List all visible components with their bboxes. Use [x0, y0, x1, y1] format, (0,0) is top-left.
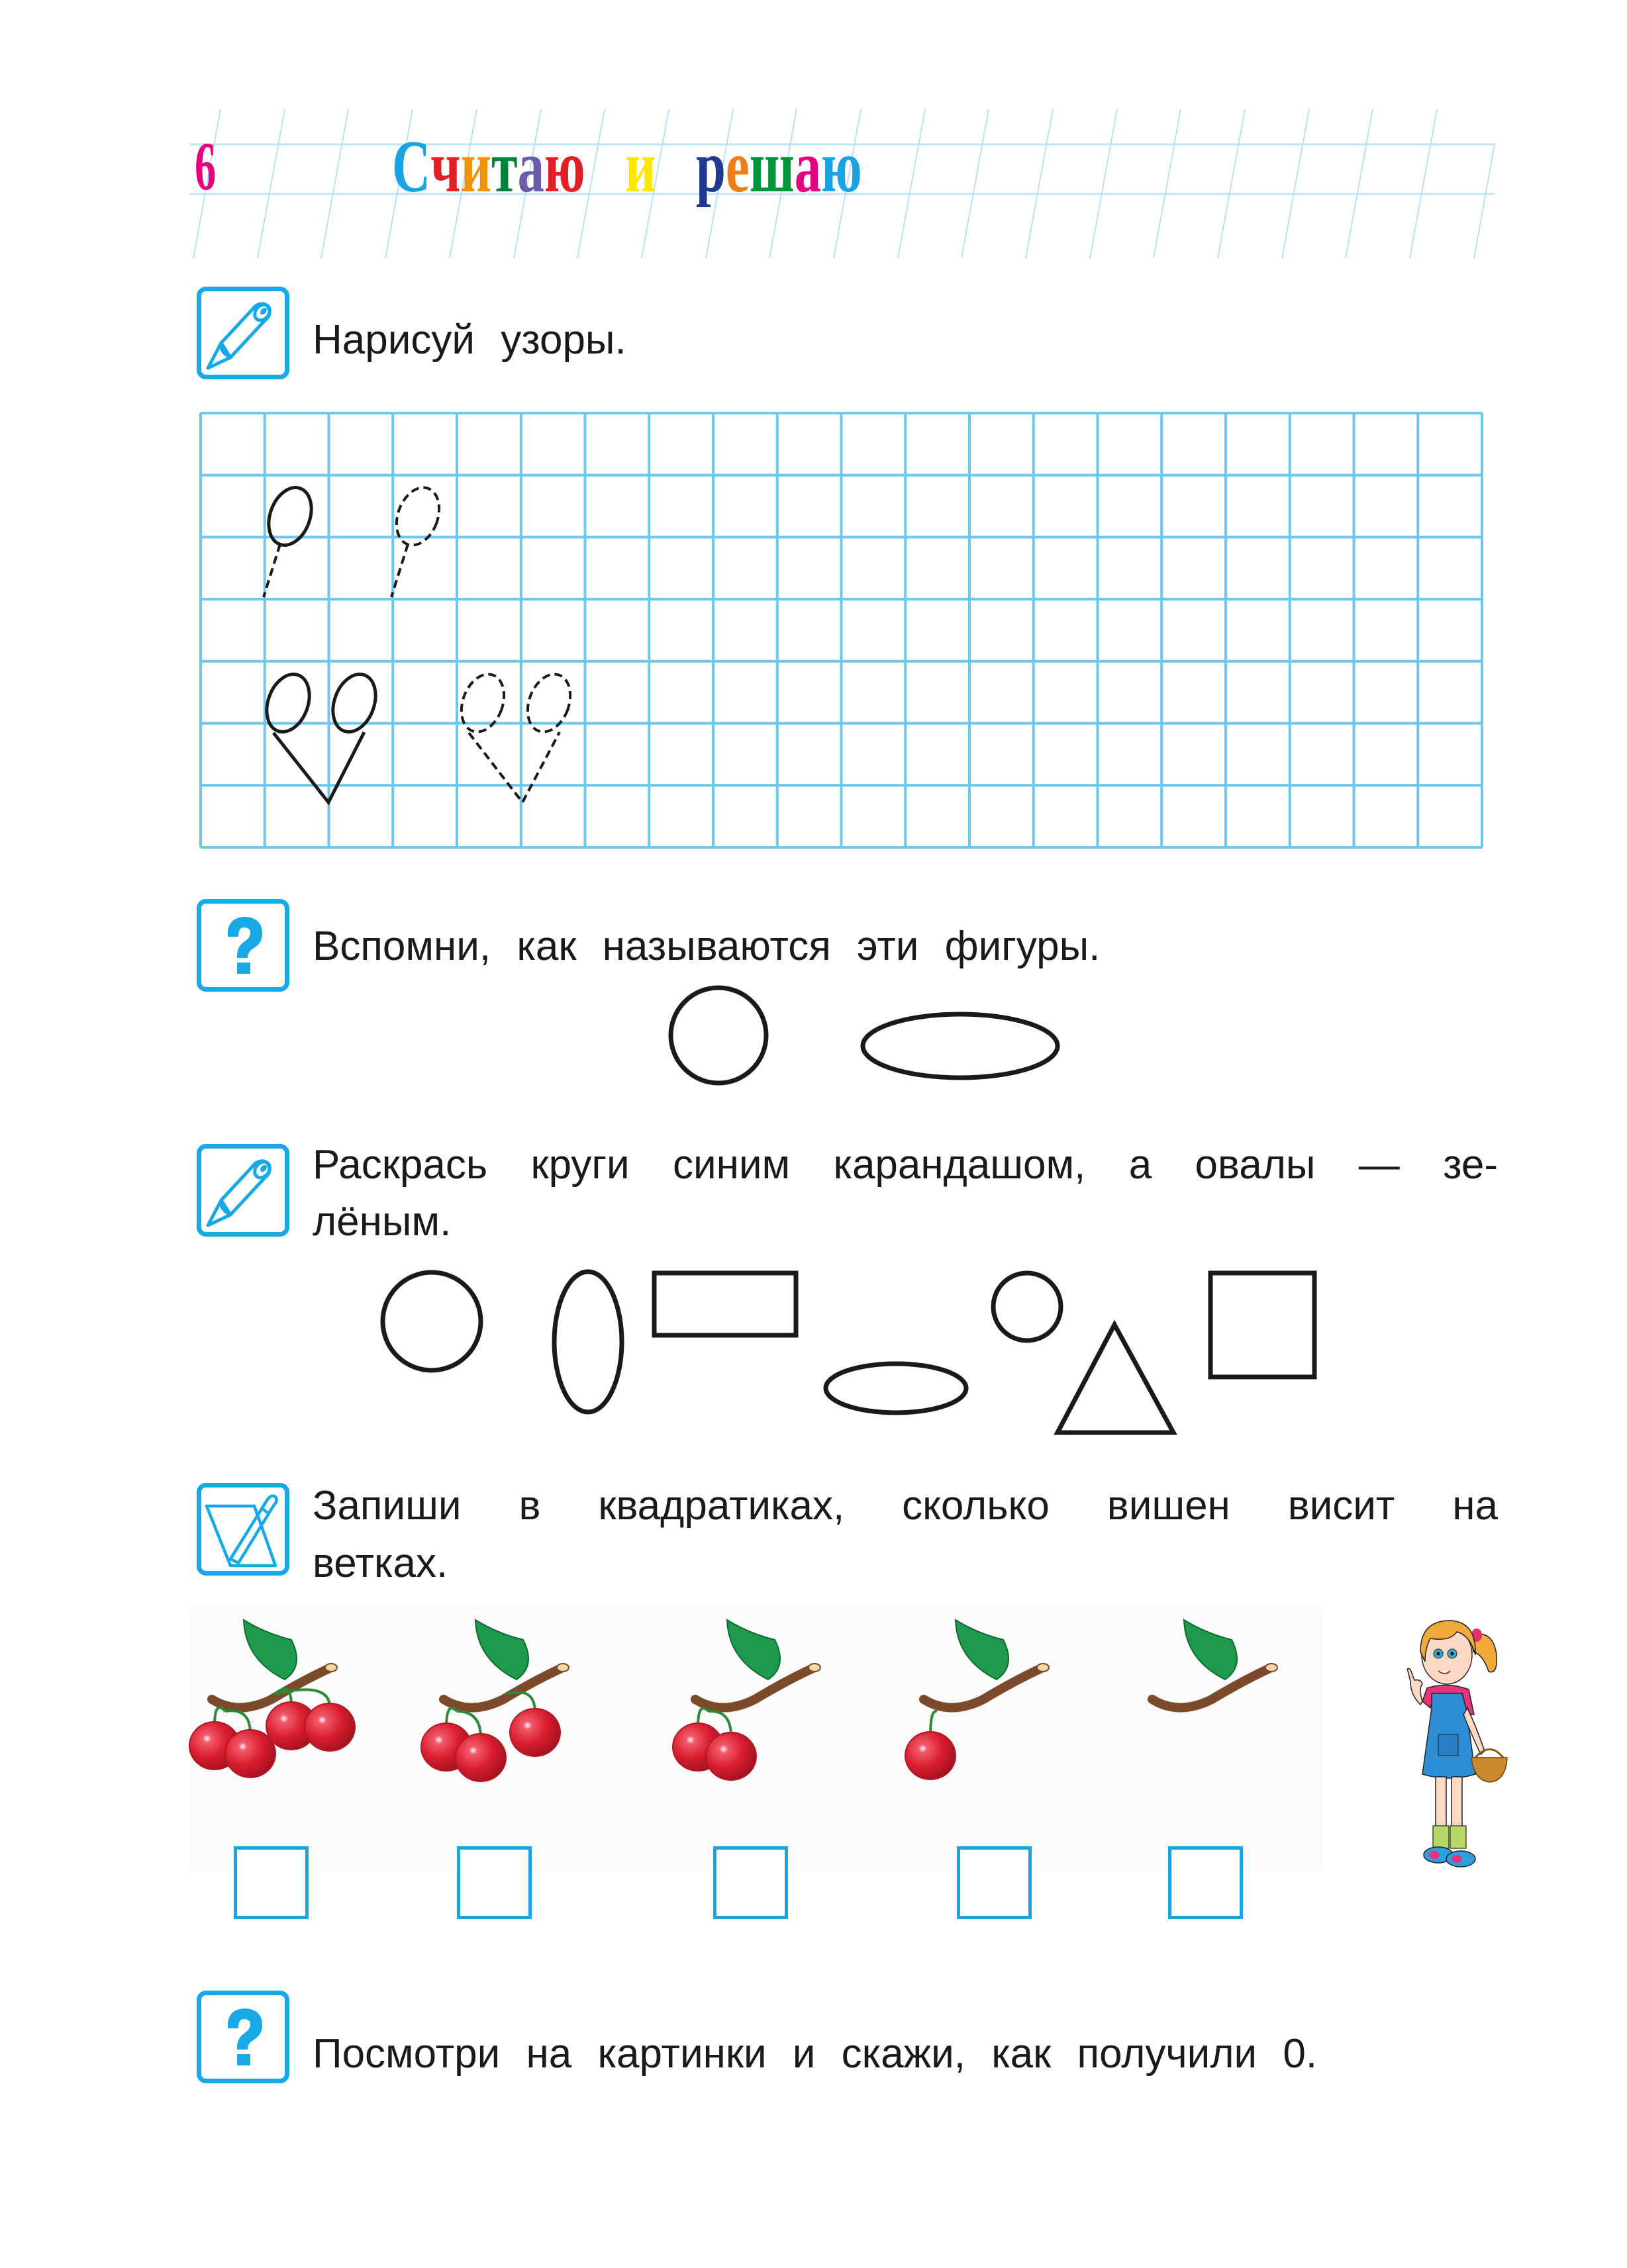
pattern-sample-solid-single: [261, 481, 319, 551]
task-4-instruction-line-2: ветках.: [313, 1540, 448, 1586]
title-letter: [656, 130, 696, 204]
title-letter: р: [696, 126, 726, 208]
task-2-instruction: Вспомни, как называются эти фигуры.: [313, 923, 1101, 969]
task-5-instruction: Посмотри на картинки и скажи, как получили 0.: [313, 2031, 1318, 2077]
pattern-sample-solid-double: [259, 668, 383, 802]
answer-box-3[interactable]: [713, 1846, 788, 1919]
pencil-icon: [201, 291, 285, 375]
title-letter: а: [794, 126, 822, 208]
title-letter: ю: [821, 126, 862, 208]
shape-oval-vertical: [554, 1272, 622, 1412]
title-letter: ю: [544, 126, 585, 208]
task-5-question-icon: [197, 1991, 289, 2083]
question-icon: [201, 1995, 285, 2079]
girl-illustration: [1384, 1615, 1516, 1873]
answer-box-1[interactable]: [234, 1846, 309, 1919]
notebook-pen-icon: [201, 1488, 285, 1571]
task-1-instruction: Нарисуй узоры.: [313, 317, 626, 363]
shape-rectangle: [654, 1273, 796, 1335]
pattern-trace-dashed-double: [454, 668, 577, 802]
shape-oval-horizontal: [826, 1364, 966, 1413]
task-4-notebook-pen-icon: [197, 1483, 289, 1576]
title-letter: С: [391, 126, 431, 208]
shape-square: [1210, 1273, 1314, 1377]
task-4-instruction-line-1: Запиши в квадратиках, сколько вишен висит на: [313, 1483, 1498, 1529]
title-letter: а: [517, 126, 544, 208]
title-letter: и: [460, 126, 492, 208]
answer-box-5[interactable]: [1168, 1846, 1243, 1919]
title-letter: ш: [749, 126, 795, 208]
question-icon: [201, 904, 285, 987]
pattern-stem-dashed: [264, 481, 447, 597]
page-title: [0, 126, 1254, 208]
task-3-instruction-line-1: Раскрась круги синим карандашом, а овалы — зе-: [313, 1142, 1498, 1188]
title-letter: и: [625, 126, 656, 208]
title-letter: е: [725, 126, 750, 208]
task-2-question-icon: [197, 899, 289, 992]
title-letter: ч: [430, 126, 461, 208]
title-letter: [585, 130, 625, 204]
shape-circle: [671, 988, 766, 1083]
page-number: 6: [195, 128, 217, 205]
task-1-pencil-icon: [197, 287, 289, 379]
cherry-branches-strip: [189, 1607, 1323, 1871]
shape-circle: [383, 1272, 481, 1370]
answer-box-4[interactable]: [957, 1846, 1032, 1919]
drawing-grid[interactable]: [199, 412, 1484, 850]
shape-triangle: [1058, 1325, 1173, 1433]
pencil-icon: [201, 1149, 285, 1232]
task-3-pencil-icon: [197, 1144, 289, 1237]
shape-oval: [863, 1014, 1058, 1078]
shape-circle-small: [993, 1273, 1061, 1341]
task-3-instruction-line-2: лёным.: [313, 1199, 452, 1245]
answer-box-2[interactable]: [457, 1846, 532, 1919]
title-letter: т: [491, 126, 518, 208]
